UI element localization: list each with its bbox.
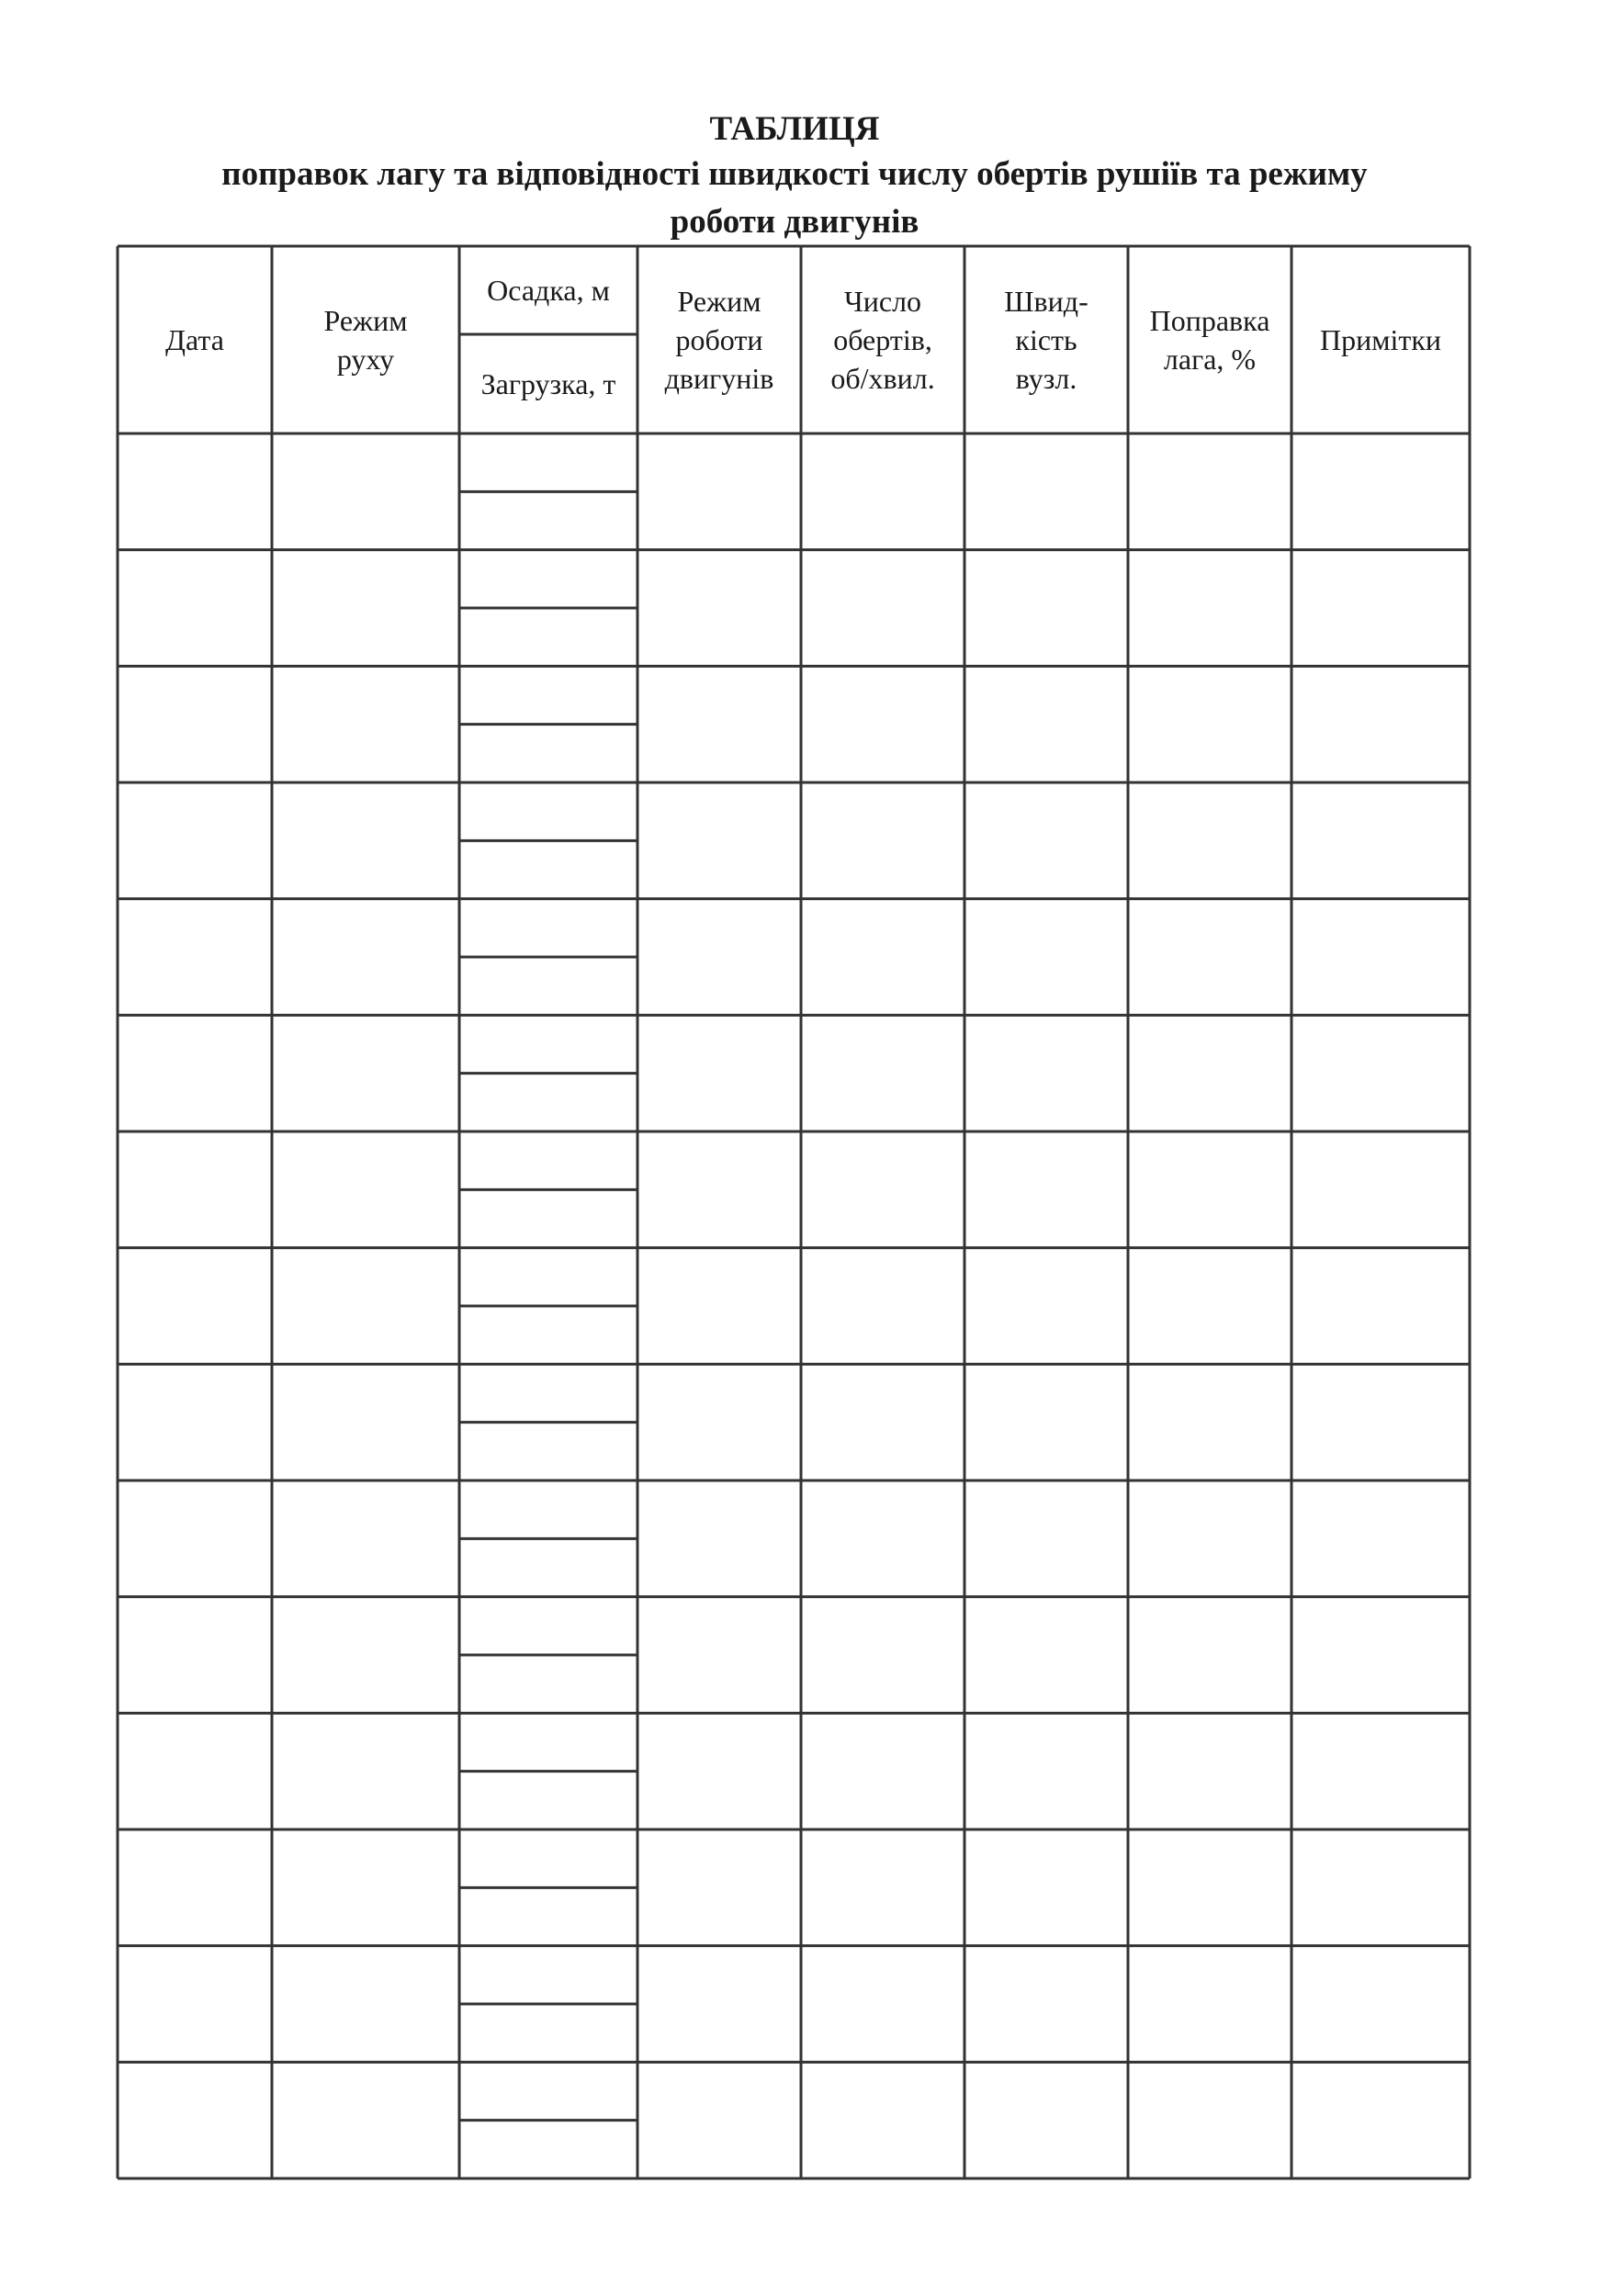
header-movement-mode xyxy=(272,246,459,433)
header-engine-mode-line-2: роботи xyxy=(675,323,763,356)
header-movement-mode-line-1: Режим xyxy=(323,304,408,337)
header-log-correction xyxy=(1128,246,1291,433)
header-rpm-line-3: об/хвил. xyxy=(830,362,935,395)
header-log-correction-line-1: Поправка xyxy=(1149,304,1270,337)
header-rpm-line-2: обертів, xyxy=(833,323,932,356)
header-engine-mode-line-3: двигунів xyxy=(664,362,774,395)
header-speed-line-3: вузл. xyxy=(1015,362,1077,395)
header-load-label: Загрузка, т xyxy=(480,367,616,400)
header-engine-mode-line-1: Режим xyxy=(677,285,761,318)
header-speed xyxy=(964,246,1128,433)
document-title: ТАБЛИЦЯ xyxy=(709,110,880,148)
header-rpm-line-1: Число xyxy=(843,285,922,318)
header-rpm xyxy=(801,246,964,433)
document-subtitle-line-1: поправок лагу та відповідності швидкості числу обертів рушіїв та режиму xyxy=(221,155,1368,193)
header-draft xyxy=(459,246,637,334)
header-load xyxy=(459,334,637,433)
header-log-correction-line-2: лага, % xyxy=(1163,343,1257,376)
header-notes-label: Примітки xyxy=(1319,323,1442,356)
header-movement-mode-line-2: руху xyxy=(336,343,395,376)
header-draft-label: Осадка, м xyxy=(487,274,610,307)
header-speed-line-2: кість xyxy=(1015,323,1077,356)
header-notes xyxy=(1291,246,1470,433)
header-date-label: Дата xyxy=(165,323,224,356)
header-speed-line-1: Швид- xyxy=(1004,285,1088,318)
header-engine-mode xyxy=(637,246,801,433)
document-subtitle-line-2: роботи двигунів xyxy=(670,203,919,241)
header-date xyxy=(118,246,272,433)
